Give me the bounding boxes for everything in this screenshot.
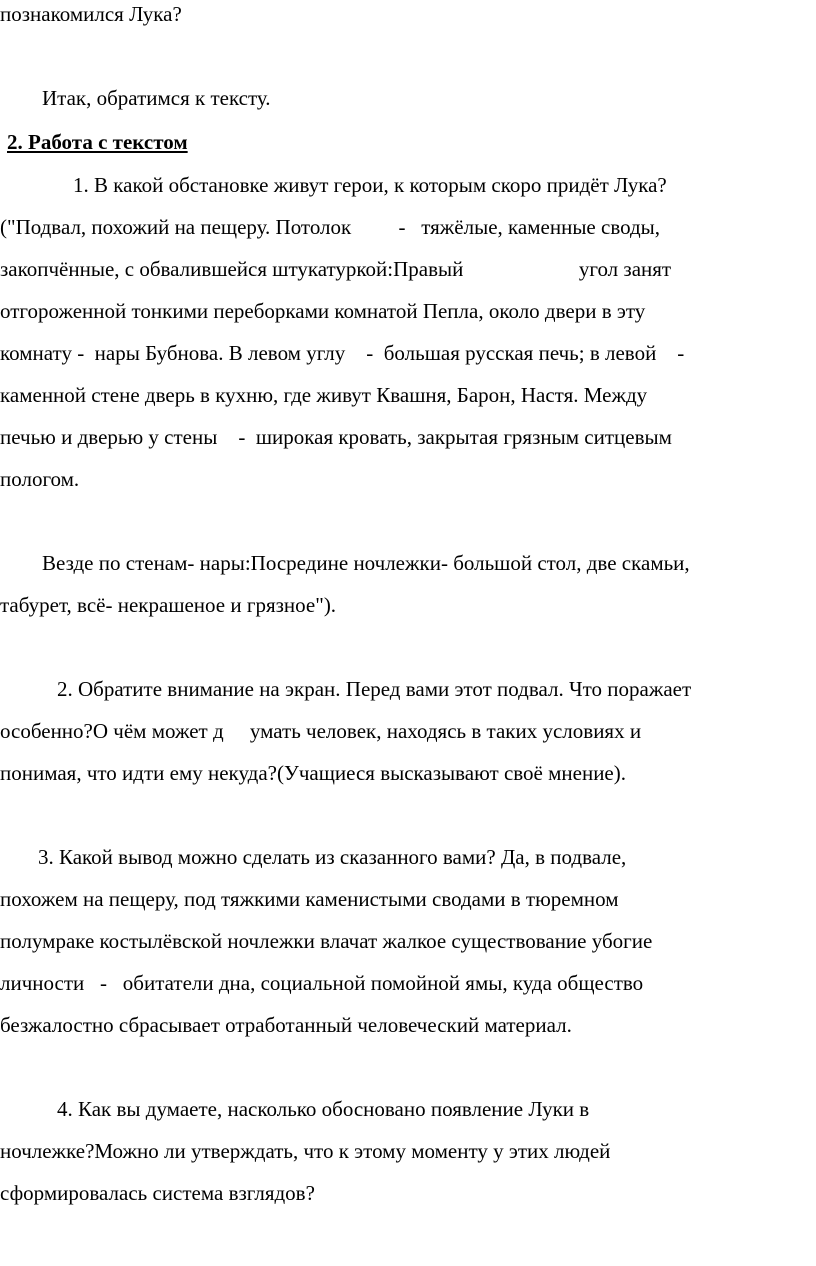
- paragraph-line: 2. Обратите внимание на экран. Перед вами этот подвал. Что поражает: [57, 677, 692, 701]
- paragraph-line: табурет, всё- некрашеное и грязное").: [0, 593, 337, 617]
- paragraph-line: 1. В какой обстановке живут герои, к которым скоро придёт Лука?: [73, 173, 667, 197]
- transition-line: Итак, обратимся к тексту.: [42, 86, 271, 110]
- paragraph-line: ночлежке?Можно ли утверждать, что к этому моменту у этих людей: [0, 1139, 611, 1163]
- paragraph-line: 3. Какой вывод можно сделать из сказанного вами? Да, в подвале,: [38, 845, 627, 869]
- paragraph-line: печью и дверью у стены - широкая кровать, закрытая грязным ситцевым: [0, 425, 672, 449]
- paragraph-line: каменной стене дверь в кухню, где живут Квашня, Барон, Настя. Между: [0, 383, 648, 407]
- paragraph-line: пологом.: [0, 467, 80, 491]
- paragraph-line: 4. Как вы думаете, насколько обосновано появление Луки в: [57, 1097, 590, 1121]
- paragraph-line: ("Подвал, похожий на пещеру. Потолок - тяжёлые, каменные своды,: [0, 215, 661, 239]
- paragraph-line: безжалостно сбрасывает отработанный человеческий материал.: [0, 1013, 572, 1037]
- section-heading: 2. Работа с текстом: [7, 130, 188, 154]
- paragraph-line: Везде по стенам- нары:Посредине ночлежки- большой стол, две скамьи,: [42, 551, 690, 575]
- paragraph-line: закопчённые, с обвалившейся штукатуркой:Правый угол занят: [0, 257, 672, 281]
- paragraph-line: комнату - нары Бубнова. В левом углу - большая русская печь; в левой -: [0, 341, 685, 365]
- paragraph-line: личности - обитатели дна, социальной помойной ямы, куда общество: [0, 971, 644, 995]
- intro-line: познакомился Лука?: [0, 2, 182, 26]
- paragraph-line: похожем на пещеру, под тяжкими каменистыми сводами в тюремном: [0, 887, 619, 911]
- paragraph-line: отгороженной тонкими переборками комнатой Пепла, около двери в эту: [0, 299, 646, 323]
- paragraph-line: полумраке костылёвской ночлежки влачат жалкое существование убогие: [0, 929, 653, 953]
- paragraph-line: сформировалась система взглядов?: [0, 1181, 315, 1205]
- paragraph-line: понимая, что идти ему некуда?(Учащиеся высказывают своё мнение).: [0, 761, 627, 785]
- paragraph-line: особенно?О чём может д умать человек, находясь в таких условиях и: [0, 719, 642, 743]
